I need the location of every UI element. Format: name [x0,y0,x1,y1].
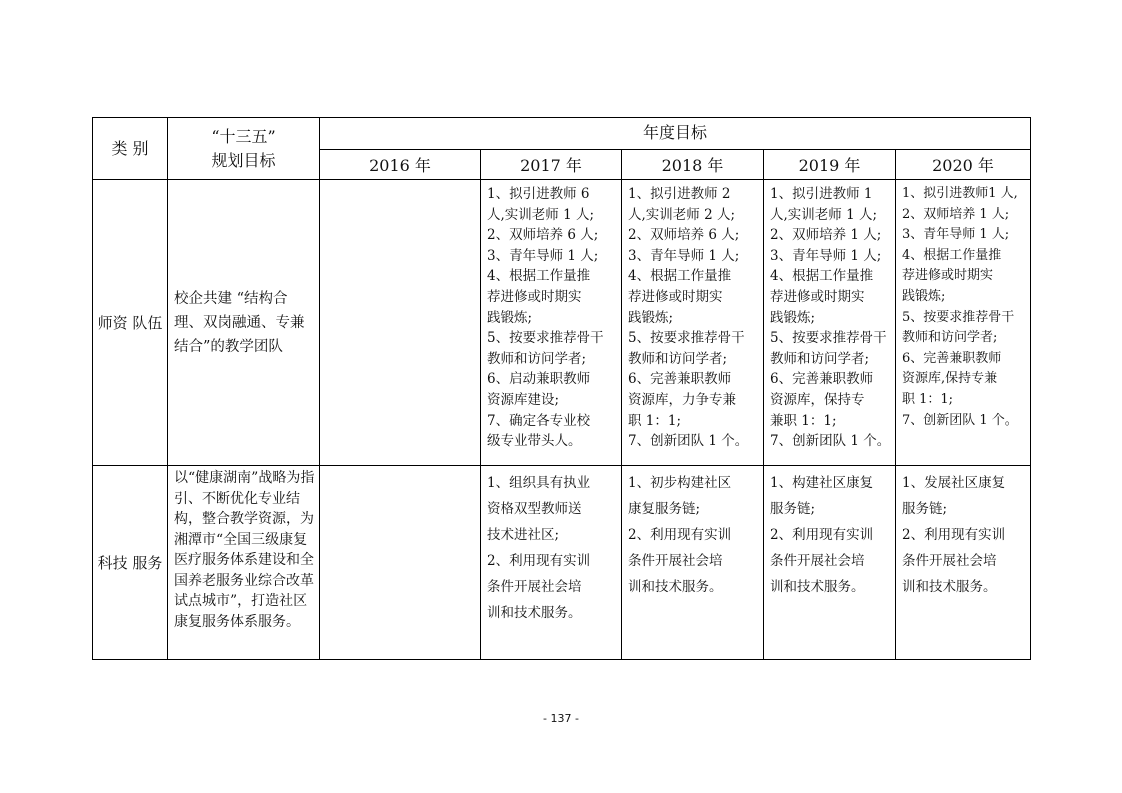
goal-line: 1、构建社区康复 [770,475,874,491]
year-header-2016: 2016 年 [320,149,481,180]
plan-goal-header [168,118,320,180]
goal-line: 训和技术服务。 [487,605,582,621]
page-number: - 137 - [543,712,579,725]
goal-line: 理、双岗融通、专兼 [174,314,305,331]
goal-line: 2、双师培养 1 人; [902,206,1010,222]
goal-line: 人,实训老师 2 人; [628,206,736,223]
goal-line: 6、启动兼职教师 [487,371,591,388]
goal-line: 2、利用现有实训 [770,527,874,543]
goal-line: 荐进修或时期实 [628,288,723,305]
category-line: 科技 [97,553,128,572]
annual-goal-header: 年度目标 [320,118,1031,150]
goal-line: 训和技术服务。 [770,579,865,595]
goal-line: 5、按要求推荐骨干 [902,309,1015,325]
goal-line: 1、拟引进教师 1 [770,186,873,202]
goal-cell-2018 [622,180,764,466]
goal-line: 3、青年导师 1 人; [487,247,599,264]
goal-line: 4、根据工作量推 [902,247,1002,263]
goal-line: 资源库，力争专兼 [628,391,736,408]
goal-line: 践锻炼; [902,288,946,304]
plan-goal-header-line: “十三五” [211,126,276,146]
goal-cell-2016 [320,180,481,466]
goal-line: 资源库,保持专兼 [902,371,998,387]
goal-line: 荐进修或时期实 [902,268,994,284]
plan-goal-cell [168,180,320,466]
goal-line: 以“健康湖南”战略 [174,470,287,486]
goal-line: 5、按要求推荐骨干 [770,330,887,347]
goal-line: 3、青年导师 1 人; [770,247,882,264]
goal-cell-2020 [896,180,1031,466]
goal-line: 为指引、不断优化专 [174,470,315,507]
goal-line: 人,实训老师 1 人; [487,206,595,223]
goal-line: 践锻炼; [487,309,533,326]
goal-line: 教师和访问学者; [487,350,587,367]
goal-line: 荐进修或时期实 [770,288,865,305]
goal-line: 结合”的教学团队 [174,338,283,355]
goal-line: 三级康复医疗服务体 [174,531,308,568]
table-row-faculty [93,180,1031,466]
goal-line: 康复服务链; [628,501,701,517]
goal-line: 7、创新团队 1 个。 [770,433,891,450]
goal-line: 践锻炼; [770,309,816,326]
goal-line: 1、发展社区康复 [902,475,1006,491]
category-line: 服务 [132,553,163,572]
goal-cell-2020 [896,466,1031,660]
goal-line: 资格双型教师送 [487,501,582,517]
goal-cell-2019 [764,466,896,660]
goal-line: 6、完善兼职教师 [770,371,874,388]
goal-line: 条件开展社会培 [487,579,582,595]
goal-line: 条件开展社会培 [770,553,865,569]
goal-cell-2017 [481,180,622,466]
goal-line: 服务链; [902,501,948,517]
goal-line: 服务链; [770,501,816,517]
goal-line: 践锻炼; [628,309,674,326]
goal-line: 教师和访问学者; [902,330,998,346]
goal-line: 7、创新团队 1 个。 [902,412,1018,428]
goal-line: 职 1：1; [902,391,954,407]
goal-line: 技术进社区; [487,527,560,543]
goal-line: 校企共建 “结构合 [174,290,288,307]
category-cell [93,466,168,660]
goal-line: 资源库，保持专 [770,391,865,408]
goal-line: 教师和访问学者; [628,350,728,367]
goal-line: 市”，打造社区康复 [174,593,308,630]
goal-line: 1、组织具有执业 [487,475,591,491]
goal-line: 兼职 1：1; [770,412,837,429]
plan-goal-cell [168,466,320,660]
goal-line: 源，为湘潭市“全国 [174,511,314,548]
annual-goals-table [92,117,1031,660]
year-header-2019: 2019 年 [764,149,896,180]
goal-cell-2019 [764,180,896,466]
plan-goal-header-line: 规划目标 [211,150,276,170]
goal-cell-2018 [622,466,764,660]
goal-line: 系建设和全国养老服 [174,552,314,589]
goal-line: 1、拟引进教师1 人, [902,186,1018,201]
goal-cell-2016 [320,466,481,660]
category-header: 类 别 [93,118,168,180]
goal-line: 服务体系服务。 [202,613,300,630]
goal-line: 人,实训老师 1 人; [770,206,878,223]
goal-line: 3、青年导师 1 人; [628,247,740,264]
category-cell [93,180,168,466]
goal-line: 7、创新团队 1 个。 [628,433,749,450]
goal-line: 1、初步构建社区 [628,475,732,491]
goal-line: 业结构，整合教学资 [174,490,300,527]
goal-line: 5、按要求推荐骨干 [487,330,604,347]
table-row-tech-service [93,466,1031,660]
goal-line: 2、利用现有实训 [628,527,732,543]
goal-line: 6、完善兼职教师 [628,371,732,388]
goal-line: 2、利用现有实训 [902,527,1006,543]
goal-line: 荐进修或时期实 [487,288,582,305]
goal-line: 训和技术服务。 [628,579,723,595]
goal-line: 5、按要求推荐骨干 [628,330,745,347]
year-header-2017: 2017 年 [481,149,622,180]
goal-line: 务业综合改革试点城 [174,572,314,609]
goal-line: 训和技术服务。 [902,579,997,595]
year-header-2020: 2020 年 [896,149,1031,180]
goal-line: 职 1：1; [628,412,682,429]
goal-line: 2、双师培养 6 人; [628,227,740,244]
goal-line: 4、根据工作量推 [487,268,591,285]
goal-line: 级专业带头人。 [487,433,582,450]
goal-cell-2017 [481,466,622,660]
goal-line: 7、确定各专业校 [487,412,591,429]
goal-line: 条件开展社会培 [902,553,997,569]
goal-line: 2、双师培养 1 人; [770,227,882,244]
year-header-2018: 2018 年 [622,149,764,180]
category-line: 队伍 [132,313,163,332]
goal-line: 资源库建设; [487,391,560,408]
goal-line: 3、青年导师 1 人; [902,227,1010,243]
goal-line: 2、利用现有实训 [487,553,591,569]
category-line: 师资 [97,313,128,332]
goal-line: 条件开展社会培 [628,553,723,569]
goal-line: 教师和访问学者; [770,350,870,367]
goal-line: 1、拟引进教师 6 [487,186,590,202]
goal-line: 2、双师培养 6 人; [487,227,599,244]
goal-line: 4、根据工作量推 [770,268,874,285]
goal-line: 6、完善兼职教师 [902,350,1002,366]
goal-line: 1、拟引进教师 2 [628,186,731,202]
goal-line: 4、根据工作量推 [628,268,732,285]
